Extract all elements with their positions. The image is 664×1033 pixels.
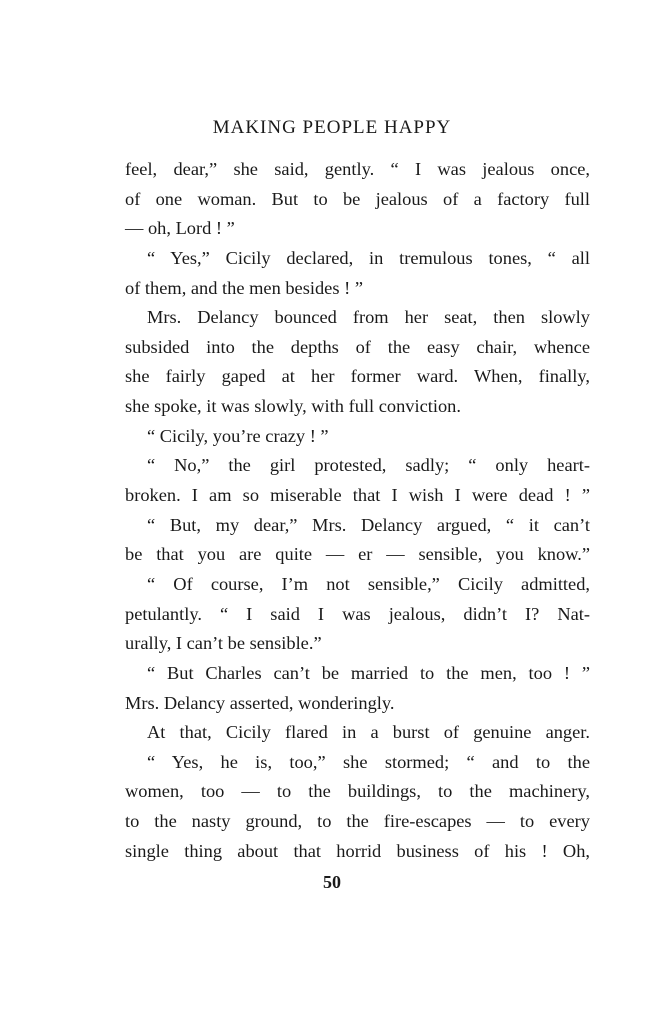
text-line: to the nasty ground, to the fire-escapes — to every [125, 811, 590, 832]
running-head: MAKING PEOPLE HAPPY [212, 117, 452, 138]
text-line: Mrs. Delancy asserted, wonderingly. [125, 692, 395, 713]
text-line: “ But, my dear,” Mrs. Delancy argued, “ it can’t [147, 514, 590, 535]
text-line: she spoke, it was slowly, with full conviction. [125, 396, 461, 417]
text-line: of one woman. But to be jealous of a factory full [125, 188, 590, 209]
text-line: subsided into the depths of the easy chair, whence [125, 336, 590, 357]
text-line: broken. I am so miserable that I wish I were dead ! ” [125, 485, 590, 506]
text-line: petulantly. “ I said I was jealous, didn’t I? Nat- [125, 603, 590, 624]
page-text [125, 155, 590, 866]
text-line: Mrs. Delancy bounced from her seat, then slowly [147, 307, 590, 328]
text-line: — oh, Lord ! ” [125, 218, 235, 239]
text-line: “ No,” the girl protested, sadly; “ only heart- [147, 455, 590, 476]
text-line: “ Of course, I’m not sensible,” Cicily admitted, [147, 573, 590, 594]
text-line: single thing about that horrid business of his ! Oh, [125, 840, 590, 861]
text-line: women, too — to the buildings, to the machinery, [125, 781, 590, 802]
text-line: “ Cicily, you’re crazy ! ” [147, 425, 329, 446]
text-line: feel, dear,” she said, gently. “ I was jealous once, [125, 159, 590, 179]
text-line: “ But Charles can’t be married to the men, too ! ” [147, 662, 590, 683]
page-number: 50 [323, 872, 341, 892]
text-line: “ Yes, he is, too,” she stormed; “ and to the [147, 751, 590, 772]
text-line: be that you are quite — er — sensible, you know.” [125, 544, 590, 565]
text-line: of them, and the men besides ! ” [125, 277, 363, 298]
text-line: “ Yes,” Cicily declared, in tremulous tones, “ all [147, 247, 590, 268]
text-line: At that, Cicily flared in a burst of genuine anger. [147, 722, 590, 743]
text-line: urally, I can’t be sensible.” [125, 633, 322, 654]
text-line: she fairly gaped at her former ward. When, finally, [125, 366, 590, 387]
